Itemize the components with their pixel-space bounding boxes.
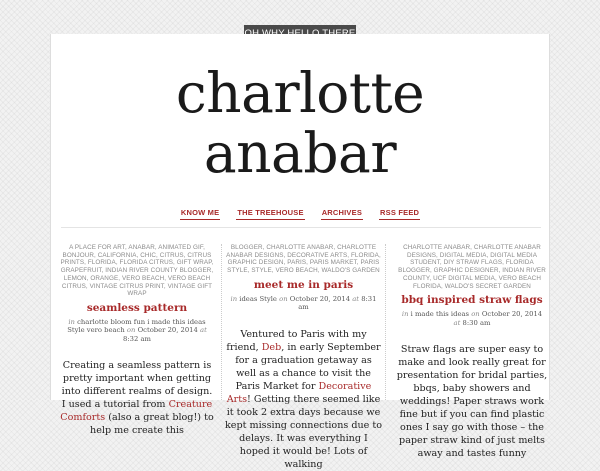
meta-on-label: on: [126, 326, 136, 335]
site-title-line-2[interactable]: anabar: [203, 121, 397, 185]
meta-date: October 20, 2014: [481, 310, 543, 319]
post-excerpt: [393, 343, 551, 460]
post-meta: [222, 295, 385, 312]
post-excerpt: [57, 359, 217, 437]
excerpt-text: Creating a seamless pattern is pretty important when getting into different realms of design. I used a tutorial from: [61, 360, 213, 411]
post-column-3: [393, 244, 551, 460]
post-meta: [57, 318, 217, 344]
meta-time: 8:32 am: [123, 334, 151, 343]
post-title[interactable]: seamless pattern: [86, 301, 188, 314]
post-meta: [393, 310, 551, 327]
excerpt-text: (also a great blog!) to help me create this: [90, 412, 214, 437]
meta-categories[interactable]: ideas Style: [239, 294, 277, 303]
meta-date: October 20, 2014: [137, 326, 198, 335]
meta-on-label: on: [471, 310, 480, 319]
page-container: [50, 34, 550, 470]
excerpt-text: Straw flags are super easy to make and look really great for presentation for bridal parties, bbqs, baby showers and weddings! Paper straws work fine but if you can find plastic ones I say go with those – the paper straw kind of just melts away and tastes funny: [396, 344, 548, 460]
meta-categories[interactable]: i made this ideas: [410, 310, 470, 319]
post-categories[interactable]: CHARLOTTE ANABAR, CHARLOTTE ANABAR DESIGNS, DIGITAL MEDIA, DIGITAL MEDIA STUDENT, DIY STRAW FLAGS, FLORIDA BLOGGER, GRAPHIC DESIGNER, INDIAN RIVER COUNTY, UCF DIGITAL MEDIA, VERO BEACH FLORIDA, WALDO'S SECRET GARDEN: [398, 244, 546, 290]
post-excerpt: [222, 328, 385, 471]
post-categories[interactable]: A PLACE FOR ART, ANABAR, ANIMATED GIF, BONJOUR, CALIFORNIA, CHIC, CITRUS, CITRUS PRINTS, FLORIDA, FLORIDA CITRUS, GIFT WRAP, GRAPEFRUIT, INDIAN RIVER COUNTY BLOGGER, LEMON, ORANGE, VERO BEACH, VERO BEACH CITRUS, VINTAGE CITRUS PRINT, VINTAGE GIFT WRAP: [60, 244, 214, 298]
post-title[interactable]: bbq inspired straw flags: [401, 294, 543, 307]
excerpt-text: Ventured to Paris with my friend,: [226, 328, 367, 353]
post-column-1: [57, 244, 217, 437]
nav-the-treehouse[interactable]: THE TREEHOUSE: [236, 207, 304, 220]
excerpt-link-deb[interactable]: Deb: [261, 341, 282, 353]
nav-archives[interactable]: ARCHIVES: [321, 207, 363, 220]
meta-time: 8:31 am: [298, 294, 377, 312]
meta-at-label: at: [200, 326, 207, 335]
nav-rss-feed[interactable]: RSS FEED: [379, 207, 420, 220]
meta-time: 8:30 am: [462, 318, 491, 327]
meta-date: October 20, 2014: [289, 294, 351, 303]
post-column-2: [221, 244, 386, 470]
post-title[interactable]: meet me in paris: [253, 278, 354, 291]
meta-on-label: on: [279, 294, 288, 303]
meta-in-label: in: [401, 310, 409, 319]
meta-in-label: in: [68, 317, 75, 326]
nav-divider: [61, 227, 541, 228]
excerpt-link-decorative-arts[interactable]: Decorative Arts: [226, 380, 372, 405]
site-title-line-1[interactable]: charlotte: [175, 61, 425, 125]
meta-at-label: at: [453, 318, 461, 327]
nav-know-me[interactable]: KNOW ME: [180, 207, 220, 220]
meta-at-label: at: [352, 294, 360, 303]
excerpt-text: ! Getting there seemed like it took 2 extra days because we kept missing connections due to delays. It was everything I hoped it would be! Lots of walking: [224, 393, 383, 470]
excerpt-link-creature-comforts[interactable]: Creature Comforts: [60, 399, 213, 424]
post-categories[interactable]: BLOGGER, CHARLOTTE ANABAR, CHARLOTTE ANABAR DESIGNS, DECORATIVE ARTS, FLORIDA, GRAPHIC DESIGN, PARIS, PARIS MARKET, PARIS STYLE, STYLE, VERO BEACH, WALDO'S GARDEN: [226, 244, 381, 275]
main-nav: [51, 207, 549, 220]
excerpt-text: , in early September for a graduation getaway as well as a chance to visit the Paris Market for: [235, 341, 381, 392]
meta-categories[interactable]: charlotte bloom fun i made this ideas Style vero beach: [67, 317, 206, 335]
meta-in-label: in: [230, 294, 238, 303]
